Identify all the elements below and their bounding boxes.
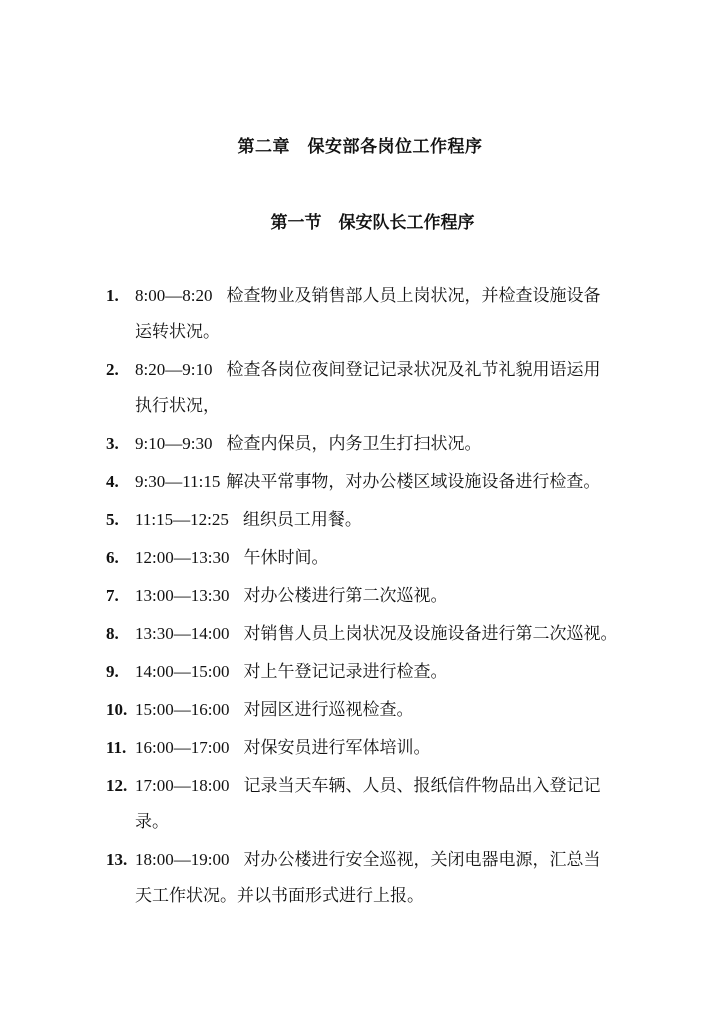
- item-line: [135, 278, 600, 314]
- item-line: [135, 654, 447, 690]
- item-time: 9:10—9:30: [135, 434, 213, 453]
- item-text: 对保安员进行军体培训。: [243, 738, 431, 758]
- item-time: 15:00—16:00: [135, 700, 230, 719]
- item-text: 检查物业及销售部人员上岗状况，并检查设施设备: [226, 286, 601, 306]
- item-time: 9:30—11:15: [135, 472, 221, 491]
- item-line: [135, 578, 447, 614]
- item-number: 12.: [106, 776, 128, 795]
- item-text: 对销售人员上岗状况及设施设备进行第二次巡视。: [243, 624, 618, 644]
- item-text: 组织员工用餐。: [242, 510, 362, 530]
- item-time: 8:00—8:20: [135, 286, 213, 305]
- item-time: 14:00—15:00: [135, 662, 230, 681]
- item-text: 检查内保员，内务卫生打扫状况。: [226, 434, 482, 454]
- item-line: [135, 730, 430, 766]
- item-line: [135, 616, 617, 652]
- item-number: 9.: [106, 662, 119, 681]
- item-time: 16:00—17:00: [135, 738, 230, 757]
- item-line: [135, 464, 600, 500]
- item-text: 午休时间。: [243, 548, 329, 568]
- item-time: 8:20—9:10: [135, 360, 213, 379]
- item-number: 8.: [106, 624, 119, 643]
- item-text-continued: 天工作状况。并以书面形式进行上报。: [135, 886, 424, 906]
- item-time: 13:00—13:30: [135, 586, 230, 605]
- item-line: [135, 842, 600, 878]
- item-time: 17:00—18:00: [135, 776, 230, 795]
- item-text: 对园区进行巡视检查。: [243, 700, 414, 720]
- item-text: 解决平常事物，对办公楼区域设施设备进行检查。: [226, 472, 601, 492]
- item-text: 对办公楼进行第二次巡视。: [243, 586, 448, 606]
- item-text: 检查各岗位夜间登记记录状况及礼节礼貌用语运用: [226, 360, 601, 380]
- item-number: 4.: [106, 472, 119, 491]
- item-number: 10.: [106, 700, 128, 719]
- section-title: 第一节 保安队长工作程序: [270, 213, 475, 233]
- item-time: 13:30—14:00: [135, 624, 230, 643]
- item-text: 记录当天车辆、人员、报纸信件物品出入登记记: [243, 776, 601, 796]
- item-line: [135, 540, 328, 576]
- item-line: [135, 768, 600, 804]
- item-line: [135, 426, 481, 462]
- item-time: 11:15—12:25: [135, 510, 229, 529]
- item-text-continued: 运转状况。: [135, 322, 220, 342]
- item-line: [135, 352, 600, 388]
- item-text-continued: 执行状况，: [135, 396, 220, 416]
- chapter-title: 第二章 保安部各岗位工作程序: [237, 137, 483, 157]
- item-line: [135, 692, 413, 728]
- item-text-continued: 录。: [135, 812, 169, 832]
- item-number: 7.: [106, 586, 119, 605]
- item-number: 2.: [106, 360, 119, 379]
- item-line: [135, 502, 362, 538]
- item-number: 13.: [106, 850, 128, 869]
- item-text: 对上午登记记录进行检查。: [243, 662, 448, 682]
- item-number: 3.: [106, 434, 119, 453]
- item-number: 6.: [106, 548, 119, 567]
- item-number: 5.: [106, 510, 119, 529]
- item-number: 11.: [106, 738, 127, 757]
- item-text: 对办公楼进行安全巡视，关闭电器电源，汇总当: [243, 850, 601, 870]
- item-number: 1.: [106, 286, 119, 305]
- item-time: 12:00—13:30: [135, 548, 230, 567]
- item-time: 18:00—19:00: [135, 850, 230, 869]
